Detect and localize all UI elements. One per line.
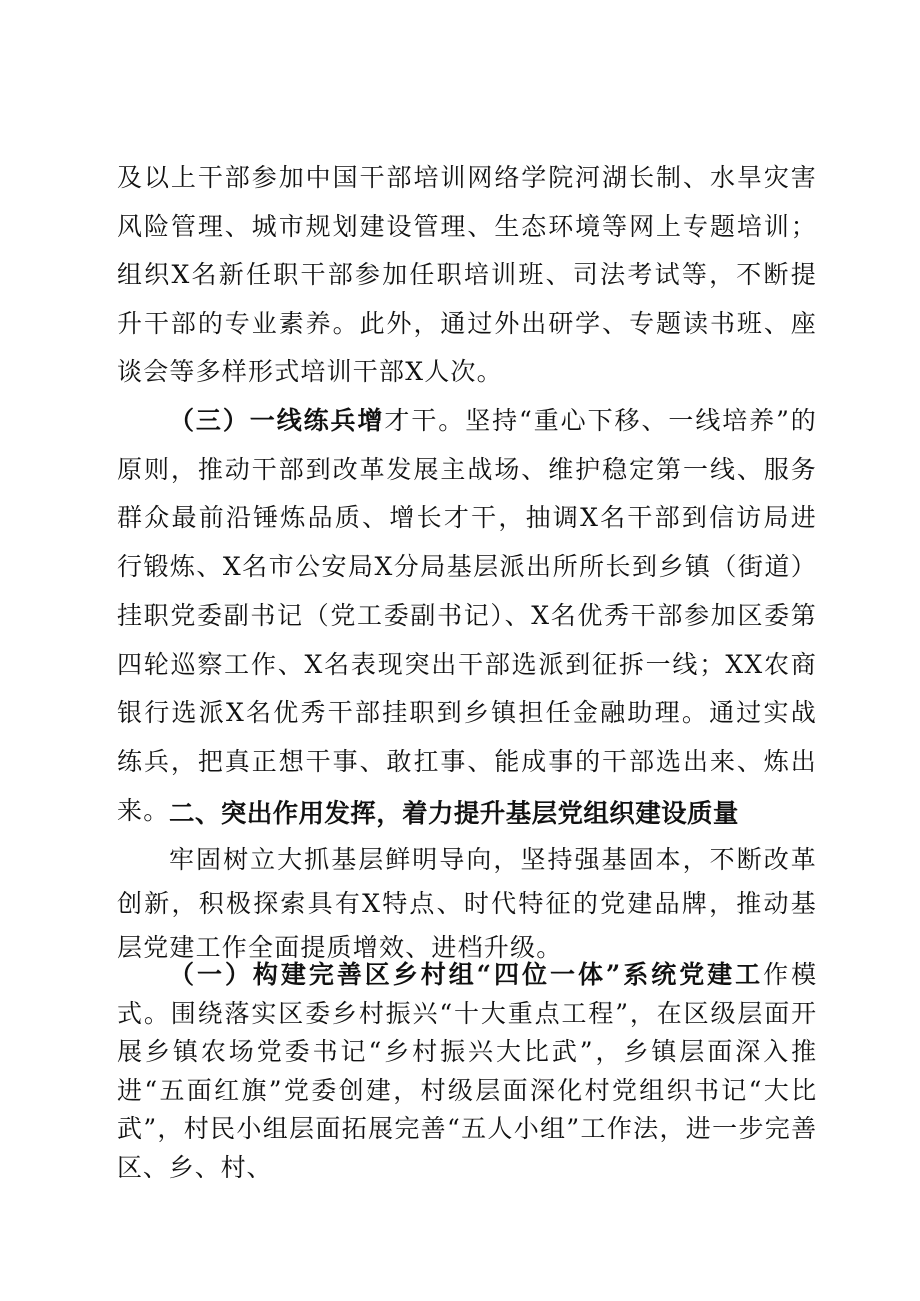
paragraph-four-in-one	[117, 956, 817, 1187]
subheading-one: （一）构建完善区乡村组“四位一体”系统党建工	[169, 960, 764, 989]
paragraph-frontline-body: 才干。坚持“重心下移、一线培养”的原则，推动干部到改革发展主战场、维护稳定第一线、服务群众最前沿锤炼品质、增长才干，抽调X名干部到信访局进行锻炼、X名市公安局X分局基层派出所所长到乡镇（街道）挂职党委副书记（党工委副书记）、X名优秀干部参加区委第四轮巡察工作、X名表现突出干部选派到征拆一线；XX农商银行选派X名优秀干部挂职到乡镇担任金融助理。通过实战练兵，把真正想干事、敢扛事、能成事的干部选出来、炼出来。	[117, 406, 817, 825]
paragraph-training: 及以上干部参加中国干部培训网络学院河湖长制、水旱灾害风险管理、城市规划建设管理、生态环境等网上专题培训；组织X名新任职干部参加任职培训班、司法考试等，不断提升干部的专业素养。此外，通过外出研学、专题读书班、座谈会等多样形式培训干部X人次。	[117, 163, 817, 387]
paragraph-grassroots-intro: 牢固树立大抓基层鲜明导向，坚持强基固本，不断改革创新，积极探索具有X特点、时代特征的党建品牌，推动基层党建工作全面提质增效、进档升级。	[117, 845, 817, 962]
section-heading-two: 二、突出作用发挥，着力提升基层党组织建设质量	[169, 799, 739, 829]
paragraph-four-in-one-body: 作模式。围绕落实区委乡村振兴“十大重点工程”，在区级层面开展乡镇农场党委书记“乡村振兴大比武”，乡镇层面深入推进“五面红旗”党委创建，村级层面深化村党组织书记“大比武”，村民小组层面拓展完善“五人小组”工作法，进一步完善区、乡、村、	[117, 960, 817, 1182]
paragraph-frontline-training	[117, 397, 817, 835]
subheading-three: （三）一线练兵增	[169, 406, 385, 435]
